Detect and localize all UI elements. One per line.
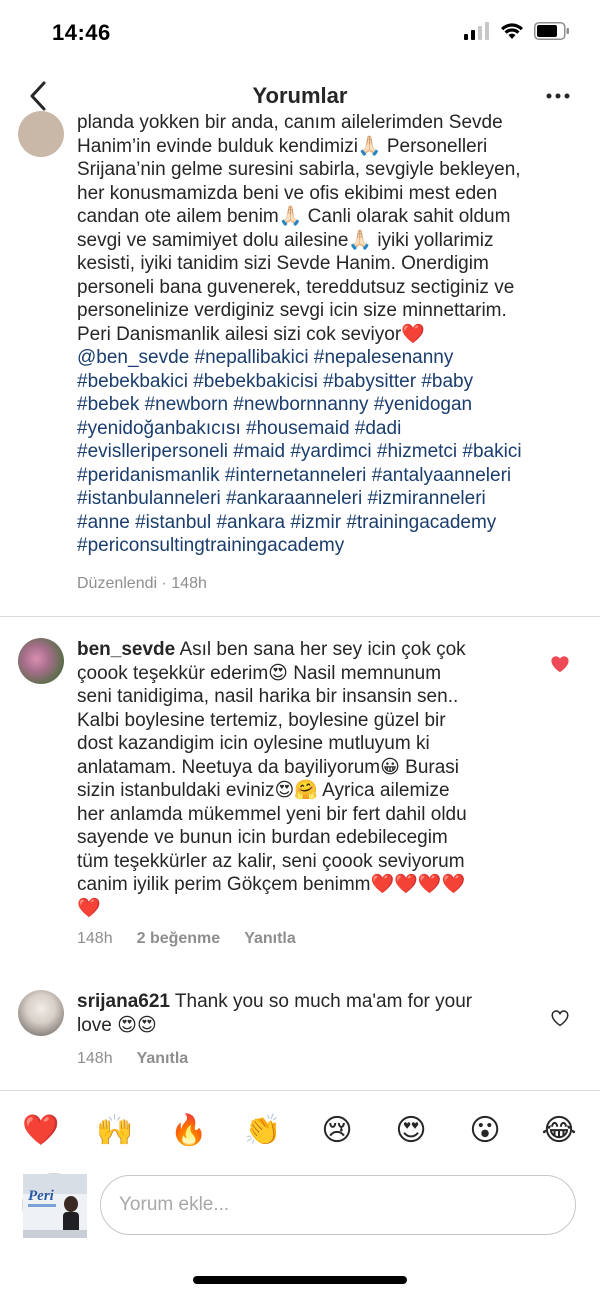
emoji-fire-button[interactable]: 🔥 bbox=[170, 1112, 208, 1148]
comment-text bbox=[77, 638, 537, 920]
emoji-raised-hands-button[interactable]: 🙌 bbox=[96, 1112, 134, 1148]
comment-input[interactable] bbox=[100, 1175, 576, 1235]
more-horizontal-icon bbox=[546, 93, 570, 99]
comment-line: tüm teşekkürler az kalir, seni çoook seviyorum bbox=[77, 850, 465, 872]
comment-username[interactable]: srijana621 bbox=[77, 991, 170, 1012]
comment-line: ❤️ bbox=[77, 897, 101, 919]
emoji-crying-button[interactable]: 😢 bbox=[321, 1112, 353, 1148]
hashtag-line[interactable]: #bebek #newborn #newbornnanny #yenidogan bbox=[77, 394, 473, 415]
home-indicator[interactable] bbox=[193, 1276, 407, 1284]
wifi-icon bbox=[500, 22, 524, 40]
emoji-heart-eyes-button[interactable]: 😍 bbox=[395, 1112, 427, 1148]
page-title: Yorumlar bbox=[252, 83, 348, 108]
comment-line: anlatamam. Neetuya da bayiliyorum😀 Burasi bbox=[77, 756, 460, 778]
comment-line: sizin istanbuldaki eviniz😍🤗 Ayrica ailemize bbox=[77, 780, 450, 801]
heart-filled-icon bbox=[550, 655, 570, 673]
caption-line: her konusmamizda beni ve ofis ekibimi mest eden bbox=[77, 182, 498, 204]
hashtag-line[interactable]: #peridanismanlik #internetanneleri #antalyaanneleri bbox=[77, 464, 512, 486]
status-icons bbox=[464, 22, 570, 40]
more-button[interactable] bbox=[538, 78, 578, 114]
caption-line: personelinize verdiginiz sevgi icin size minnettarim. bbox=[77, 300, 507, 321]
comment-meta bbox=[77, 1050, 188, 1068]
comment-line: love 😍😍 bbox=[77, 1014, 157, 1036]
divider bbox=[0, 1090, 600, 1091]
comment-line-text: Thank you so much ma'am for your bbox=[174, 991, 473, 1012]
comment-line: dost kazandigim icin oylesine mutluyum ki bbox=[77, 733, 430, 754]
caption-author-avatar[interactable] bbox=[18, 111, 64, 157]
comment-line: her anlamda mükemmel yeni bir fert dahil oldu bbox=[77, 803, 467, 825]
comment-time: 148h bbox=[77, 1050, 113, 1067]
caption-line: planda yokken bir anda, canım ailelerimden Sevde bbox=[77, 112, 503, 133]
signal-icon bbox=[464, 22, 490, 40]
hashtag-line[interactable]: #yenidoğanbakıcısı #housemaid #dadi bbox=[77, 417, 402, 439]
emoji-laughing-button[interactable]: 😂 bbox=[541, 1112, 577, 1148]
hashtag-line[interactable]: #bebekbakici #bebekbakicisi #babysitter #baby bbox=[77, 370, 474, 392]
comment-line: çoook teşekkür ederim😍 Nasil memnunum bbox=[77, 662, 442, 684]
comment-line bbox=[77, 638, 537, 662]
comment-like-button[interactable] bbox=[548, 652, 572, 676]
comment-like-button[interactable] bbox=[548, 1006, 572, 1030]
caption-line: Srijana’nin gelme suresini sabirla, sevgiyle bekleyen, bbox=[77, 159, 521, 180]
hashtag-line[interactable]: #anne #istanbul #ankara #izmir #trainingacademy bbox=[77, 511, 497, 533]
caption-line: candan ote ailem benim🙏🏻 Canli olarak sahit oldum bbox=[77, 206, 511, 227]
status-bar bbox=[0, 0, 600, 66]
battery-icon bbox=[534, 22, 570, 40]
comments-list[interactable] bbox=[0, 112, 600, 1088]
hashtag-line[interactable]: #istanbulanneleri #ankaraanneleri #izmiranneleri bbox=[77, 488, 486, 509]
comment-composer bbox=[0, 1170, 600, 1242]
divider bbox=[0, 616, 600, 617]
status-time: 14:46 bbox=[52, 20, 111, 45]
avatar[interactable] bbox=[18, 990, 64, 1036]
caption-line: Hanim’in evinde bulduk kendimizi🙏🏻 Personelleri bbox=[77, 135, 488, 157]
comment-line: Kalbi boylesine tertemiz, boylesine güzel bir bbox=[77, 709, 446, 731]
caption-edited-time: Düzenlendi · 148h bbox=[77, 575, 207, 592]
caption-line: personeli bana guvenerek, tereddutsuz sectiginiz ve bbox=[77, 276, 515, 298]
comment-likes-count[interactable]: 2 beğenme bbox=[136, 930, 221, 947]
heart-outline-icon bbox=[550, 1009, 570, 1027]
hashtag-line[interactable]: #periconsultingtrainingacademy bbox=[77, 535, 345, 556]
caption-meta bbox=[77, 575, 207, 593]
caption-text bbox=[77, 111, 582, 558]
avatar[interactable] bbox=[18, 638, 64, 684]
comment-username[interactable]: ben_sevde bbox=[77, 639, 176, 660]
comment-line: canim iyilik perim Gökçem benimm❤️❤️❤️❤️ bbox=[77, 874, 466, 895]
emoji-heart-button[interactable]: ❤️ bbox=[22, 1112, 60, 1148]
comment-time: 148h bbox=[77, 930, 113, 947]
comment-line-text: Asıl ben sana her sey icin çok çok bbox=[179, 639, 466, 660]
avatar-logo-text: Peri bbox=[28, 1188, 54, 1204]
emoji-clap-button[interactable]: 👏 bbox=[244, 1112, 282, 1148]
hashtag-line[interactable]: @ben_sevde #nepallibakici #nepalesenanny bbox=[77, 347, 454, 368]
hashtag-line[interactable]: #evislleripersoneli #maid #yardimci #hizmetci #bakici bbox=[77, 441, 522, 462]
comment-reply-button[interactable]: Yanıtla bbox=[136, 1050, 189, 1067]
peri-logo-avatar bbox=[23, 1174, 87, 1238]
comment-meta bbox=[77, 930, 296, 948]
user-avatar[interactable] bbox=[22, 1173, 86, 1237]
comment-line bbox=[77, 990, 537, 1014]
comment-reply-button[interactable]: Yanıtla bbox=[244, 930, 296, 947]
caption-line: Peri Danismanlik ailesi sizi cok seviyor❤️ bbox=[77, 323, 425, 345]
emoji-surprised-button[interactable]: 😮 bbox=[469, 1112, 501, 1148]
comment-line: sayende ve bunun icin burdan edebilecegim bbox=[77, 827, 448, 848]
emoji-quick-bar bbox=[0, 1100, 600, 1160]
caption-line: sevgi ve samimiyet dolu ailesine🙏🏻 iyiki yollarimiz bbox=[77, 229, 494, 251]
comment-line: seni tanidigima, nasil harika bir insansin sen.. bbox=[77, 686, 459, 707]
comment-text bbox=[77, 990, 537, 1037]
caption-line: kesisti, iyiki tanidim sizi Sevde Hanim. Onerdigim bbox=[77, 253, 489, 274]
